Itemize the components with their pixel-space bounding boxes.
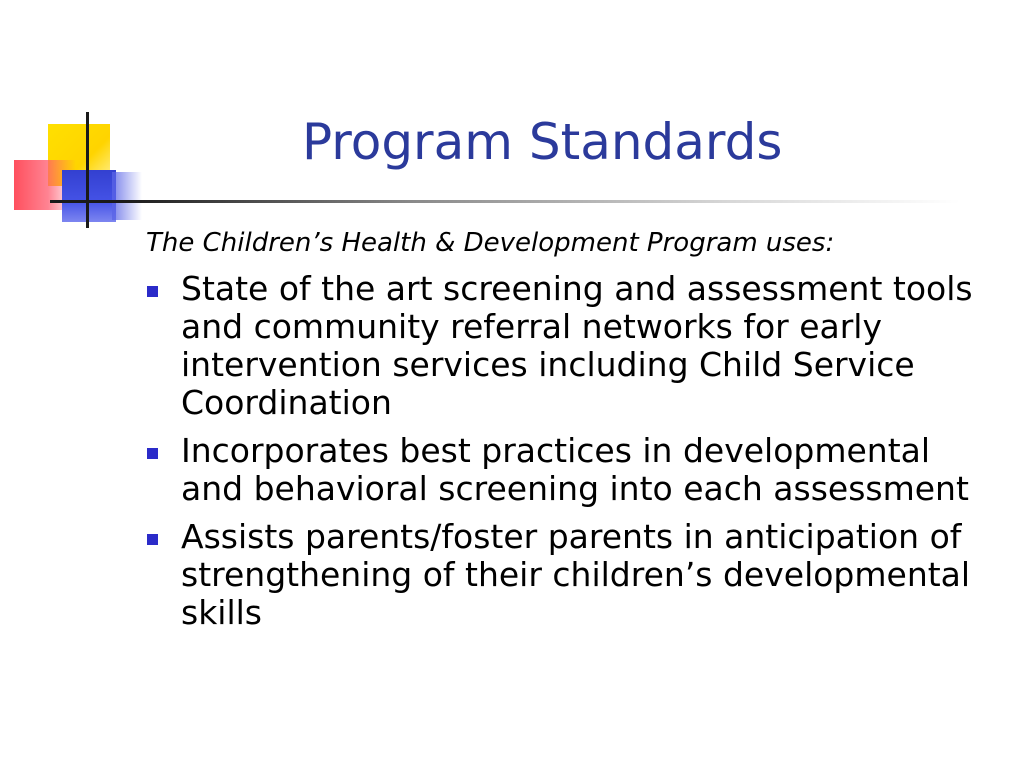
- list-item: [140, 270, 1000, 422]
- intro-text: The Children’s Health & Development Program uses:: [146, 228, 835, 258]
- decorative-vertical-line: [86, 112, 89, 228]
- decorative-blue-fade: [112, 172, 142, 220]
- list-item: [140, 432, 1000, 508]
- decorative-blue-square: [62, 170, 116, 222]
- bullet-text: Incorporates best practices in developmental and behavioral screening into each assessment: [181, 431, 969, 508]
- slide-title: Program Standards: [302, 113, 783, 171]
- bullet-text: State of the art screening and assessment tools and community referral networks for early intervention services including Child Service Coordination: [181, 269, 973, 422]
- bullet-list: [140, 270, 1000, 642]
- list-item: [140, 518, 1000, 632]
- bullet-text: Assists parents/foster parents in anticipation of strengthening of their children’s developmental skills: [181, 517, 971, 632]
- square-bullet-icon: [147, 534, 158, 545]
- square-bullet-icon: [147, 286, 158, 297]
- title-divider-line: [50, 200, 960, 203]
- square-bullet-icon: [147, 448, 158, 459]
